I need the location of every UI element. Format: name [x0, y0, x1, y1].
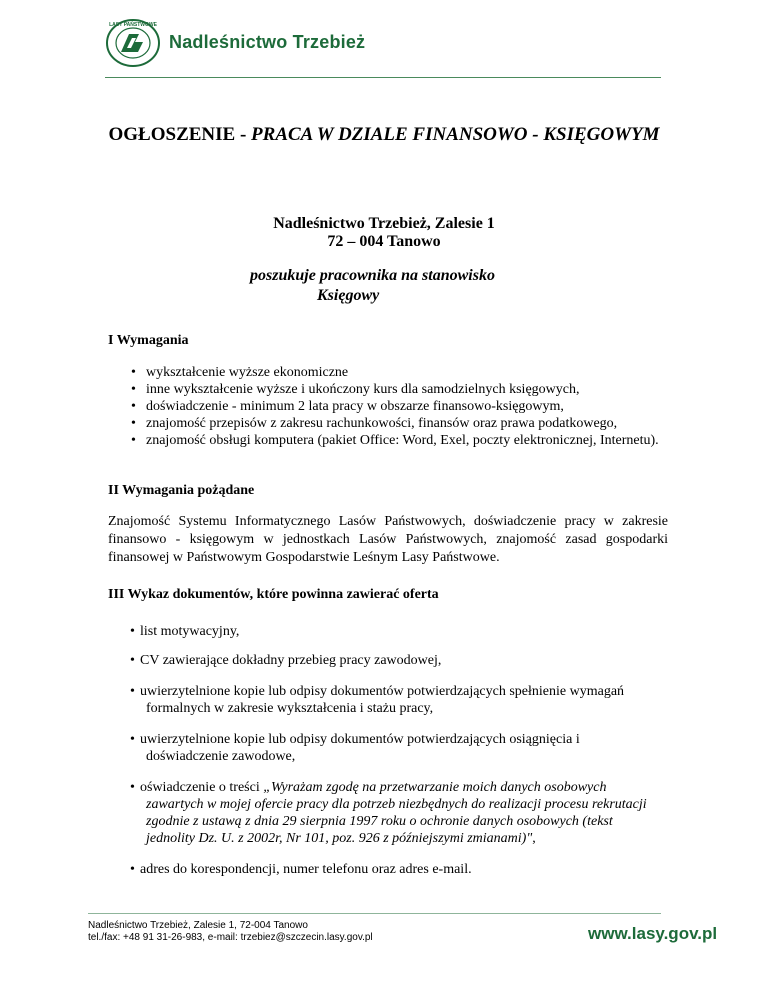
svg-text:LASY PAŃSTWOWE: LASY PAŃSTWOWE [109, 22, 157, 28]
title-italic: PRACA W DZIALE FINANSOWO - KSIĘGOWYM [251, 124, 660, 145]
doc-item-text: CV zawierające dokładny przebieg pracy zawodowej, [140, 653, 442, 668]
footer-divider [88, 913, 661, 914]
list-item [130, 683, 705, 717]
section-2-paragraph: Znajomość Systemu Informatycznego Lasów Państwowych, doświadczenie pracy w zakresie finansowo - księgowym w jednostkach Lasów Państwowych, znajomość zasad gospodarki finansowej w Państwowym Gospodarstwie Leśnym Lasy Państwowe. [108, 514, 668, 565]
list-item [130, 779, 705, 847]
seeks-text: poszukuje pracownika na stanowisko [250, 267, 495, 284]
list-item [130, 861, 705, 878]
list-item [130, 731, 705, 765]
doc-text-line: formalnych w zakresie wykształcenia i stażu pracy, [146, 701, 434, 716]
list-item: • znajomość obsługi komputera (pakiet Office: Word, Exel, poczty elektronicznej, Internetu). [108, 432, 664, 449]
doc-item-text: list motywacyjny, [140, 624, 240, 639]
doc-text-line: „Wyrażam zgodę na przetwarzanie moich danych osobowych [263, 780, 607, 795]
doc-item-text: adres do korespondencji, numer telefonu oraz adres e-mail. [140, 862, 472, 877]
doc-text-line: zawartych w mojej ofercie pracy dla potrzeb niezbędnych do realizacji procesu rekrutacji [146, 797, 647, 812]
position-title: Księgowy [317, 287, 380, 304]
list-item [130, 623, 705, 640]
doc-text-line: doświadczenie zawodowe, [146, 749, 296, 764]
section-1-heading: I Wymagania [108, 333, 189, 348]
address-line-1: Nadleśnictwo Trzebież, Zalesie 1 [273, 215, 495, 232]
section-2-heading: II Wymagania pożądane [108, 483, 255, 498]
footer-phone-email: tel./fax: +48 91 31-26-983, e-mail: trzebiez@szczecin.lasy.gov.pl [88, 932, 373, 943]
bullet: • [130, 862, 135, 877]
bullet: • [130, 624, 135, 639]
section-3-heading: III Wykaz dokumentów, które powinna zawierać oferta [108, 587, 439, 602]
list-item: • inne wykształcenie wyższe i ukończony kurs dla samodzielnych księgowych, [108, 381, 664, 398]
address-line-2: 72 – 004 Tanowo [327, 233, 441, 250]
page-title [0, 124, 768, 146]
bullet: • [130, 684, 135, 699]
doc-text-line: , [532, 831, 536, 846]
doc-item-text [130, 731, 705, 765]
title-prefix: OGŁOSZENIE - [108, 124, 252, 145]
bullet: • [130, 653, 135, 668]
doc-text-line: jednolity Dz. U. z 2002r, Nr 101, poz. 926 z późniejszymi zmianami)" [146, 831, 533, 846]
header-divider [105, 77, 661, 78]
footer-contact [88, 920, 373, 944]
list-item: • wykształcenie wyższe ekonomiczne [108, 364, 664, 381]
doc-item-text [130, 683, 705, 717]
bullet: • [130, 780, 135, 795]
lasy-panstwowe-logo [105, 18, 161, 68]
doc-text-line: uwierzytelnione kopie lub odpisy dokumentów potwierdzających spełnienie wymagań [140, 684, 625, 699]
bullet: • [130, 732, 135, 747]
website-link[interactable]: www.lasy.gov.pl [588, 924, 718, 943]
doc-text-line: uwierzytelnione kopie lub odpisy dokumentów potwierdzających osiągnięcia i [140, 732, 580, 747]
requirements-list [108, 364, 664, 449]
page-header [105, 18, 665, 68]
doc-text-line: oświadczenie o treści [140, 780, 264, 795]
doc-text-line: zgodnie z ustawą z dnia 29 sierpnia 1997 roku o ochronie danych osobowych (tekst [146, 814, 613, 829]
footer-address: Nadleśnictwo Trzebież, Zalesie 1, 72-004 Tanowo [88, 920, 308, 931]
list-item: • znajomość przepisów z zakresu rachunkowości, finansów oraz prawa podatkowego, [108, 415, 664, 432]
org-name: Nadleśnictwo Trzebież [169, 32, 366, 52]
list-item: • doświadczenie - minimum 2 lata pracy w obszarze finansowo-księgowym, [108, 398, 664, 415]
list-item [130, 652, 705, 669]
doc-item-text [130, 779, 705, 847]
